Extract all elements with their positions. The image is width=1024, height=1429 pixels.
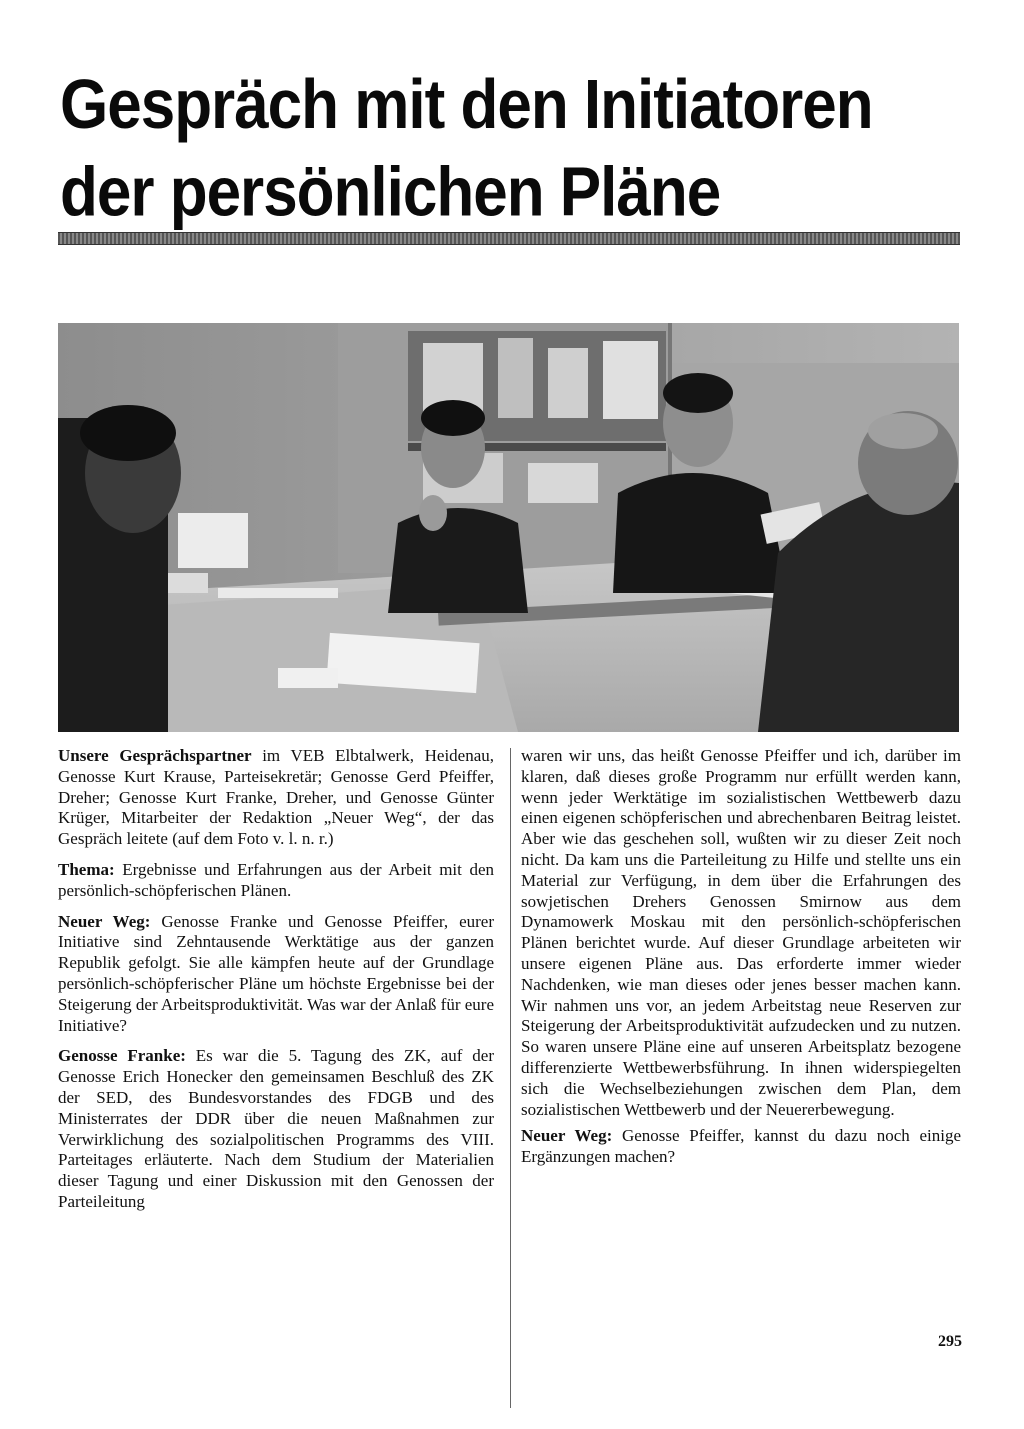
intro-lead: Unsere Gesprächspartner [58,746,252,765]
title-rule [58,232,960,245]
meeting-photo [58,323,959,732]
right-column [521,746,961,1178]
answer-1-lead: Genosse Franke: [58,1046,186,1066]
answer-1-text: Es war die 5. Tagung des ZK, auf der Genosse Erich Honecker den gemeinsamen Beschluß des ZK der SED, des Bundesvorstandes des FDGB und des Ministerrates der DDR über die neuen Maßnahmen zur Verwirklichung des sozialpolitischen Programms des VIII. Parteitages erläuterte. Nach dem Studium der Materialien dieser Tagung und einer Diskussion mit den Genossen der Parteileitung [58,1046,494,1211]
question-1-lead: Neuer Weg: [58,911,151,931]
question-2-text: Genosse Pfeiffer, kannst du dazu noch einige Ergänzungen machen? [521,1126,961,1167]
title-line-1: Gespräch mit den Initiatoren [60,66,873,144]
question-1-text: Genosse Franke und Genosse Pfeiffer, eurer Initiative sind Zehntausende Werktätige aus der ganzen Republik gefolgt. Sie alle kämpfen heute auf der Grundlage persönlich-schöpferischer Pläne um höchste Ergebnisse bei der Steigerung der Arbeitsproduktivität. Was war der Anlaß für eure Initiative? [58,911,494,1035]
question-2-paragraph [521,1126,961,1168]
question-1-paragraph [58,912,494,1037]
question-2-lead: Neuer Weg: [521,1126,613,1146]
article-title [60,62,960,237]
topic-paragraph [58,860,494,902]
left-column [58,746,494,1219]
page-number: 295 [938,1333,962,1350]
answer-1-continued: waren wir uns, das heißt Genosse Pfeiffer und ich, darüber im klaren, daß dieses große Programm nur erfüllt werden kann, wenn jeder Werktätige im sozialistischen Wettbewerb dazu einen eigenen schöpferischen und abrechenbaren Beitrag leistet. Aber wie das geschehen soll, wußten wir zu dieser Zeit noch nicht. Da kam uns die Parteileitung zu Hilfe und stellte uns ein Material zur Verfügung, in dem über die Erfahrungen des sowjetischen Drehers Genossen Smirnow aus dem Dynamowerk Moskau mit den persönlich-schöpferischen Plänen berichtet wurde. Auf dieser Grundlage arbeiteten wir unsere eigenen Pläne aus. Das erforderte immer wieder Nachdenken, wie man dieses oder jenes besser machen kann. Wir nahmen uns vor, an jedem Arbeitstag neue Reserven zur Steigerung der Arbeitsproduktivität aufzudecken und zu nutzen. So waren unsere Pläne eine auf unseren Arbeitsplatz bezogene differenzierte Wettbewerbsführung. In ihnen widerspiegelten sich die Wechselbeziehungen zwischen dem Plan, dem sozialistischen Wettbewerb und der Neuererbewegung. [521,746,961,1119]
topic-lead: Thema: [58,859,115,879]
meeting-photo-illustration [58,323,959,732]
column-divider [510,748,511,1408]
answer-1-paragraph [58,1046,494,1212]
intro-text: im VEB Elbtalwerk, Heidenau, Genosse Kurt Krause, Parteisekretär; Genosse Gerd Pfeiffer, Dreher; Genosse Kurt Franke, Dreher, und Genosse Günter Krüger, Mitarbeiter der Redaktion „Neuer Weg“, der das Gespräch leitete (auf dem Foto v. l. n. r.) [58,746,495,849]
title-line-2: der persönlichen Pläne [60,153,721,232]
topic-text: Ergebnisse und Erfahrungen aus der Arbeit mit den persönlich-schöpferischen Plänen. [58,859,494,900]
intro-paragraph [58,746,494,850]
